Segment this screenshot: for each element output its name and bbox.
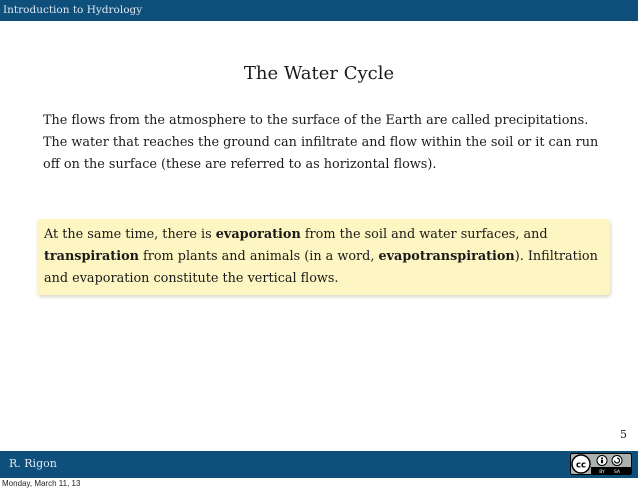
capture-date: Monday, March 11, 13 (2, 479, 81, 488)
svg-text:SA: SA (613, 470, 621, 475)
slide-title: The Water Cycle (243, 63, 395, 84)
highlight-text (44, 224, 606, 290)
highlight-text-2: from the soil and water surfaces, and (300, 227, 548, 242)
term-transpiration: transpiration (44, 249, 139, 264)
body-paragraph: The flows from the atmosphere to the surface of the Earth are called precipitations. The water that reaches the ground can infiltrate and flow within the soil or it can run off on the surface (these are referred to as horizontal flows). (43, 113, 599, 172)
highlight-box (37, 219, 610, 295)
header-bar (0, 0, 638, 21)
cc-by-sa-icon (570, 453, 632, 475)
term-evaporation: evaporation (215, 227, 301, 242)
svg-text:BY: BY (599, 470, 605, 475)
svg-text:cc: cc (575, 460, 587, 471)
page-number: 5 (620, 428, 627, 441)
footer-bar (0, 451, 638, 478)
highlight-text-3: from plants and animals (in a word, (138, 249, 379, 264)
term-evapotranspiration: evapotranspiration (378, 249, 515, 264)
presentation-title: Introduction to Hydrology (3, 4, 143, 16)
highlight-text-4: ). Infiltration and evaporation constitute the vertical flows. (44, 249, 598, 286)
author-name: R. Rigon (9, 457, 57, 470)
highlight-text-1: At the same time, there is (44, 227, 216, 242)
